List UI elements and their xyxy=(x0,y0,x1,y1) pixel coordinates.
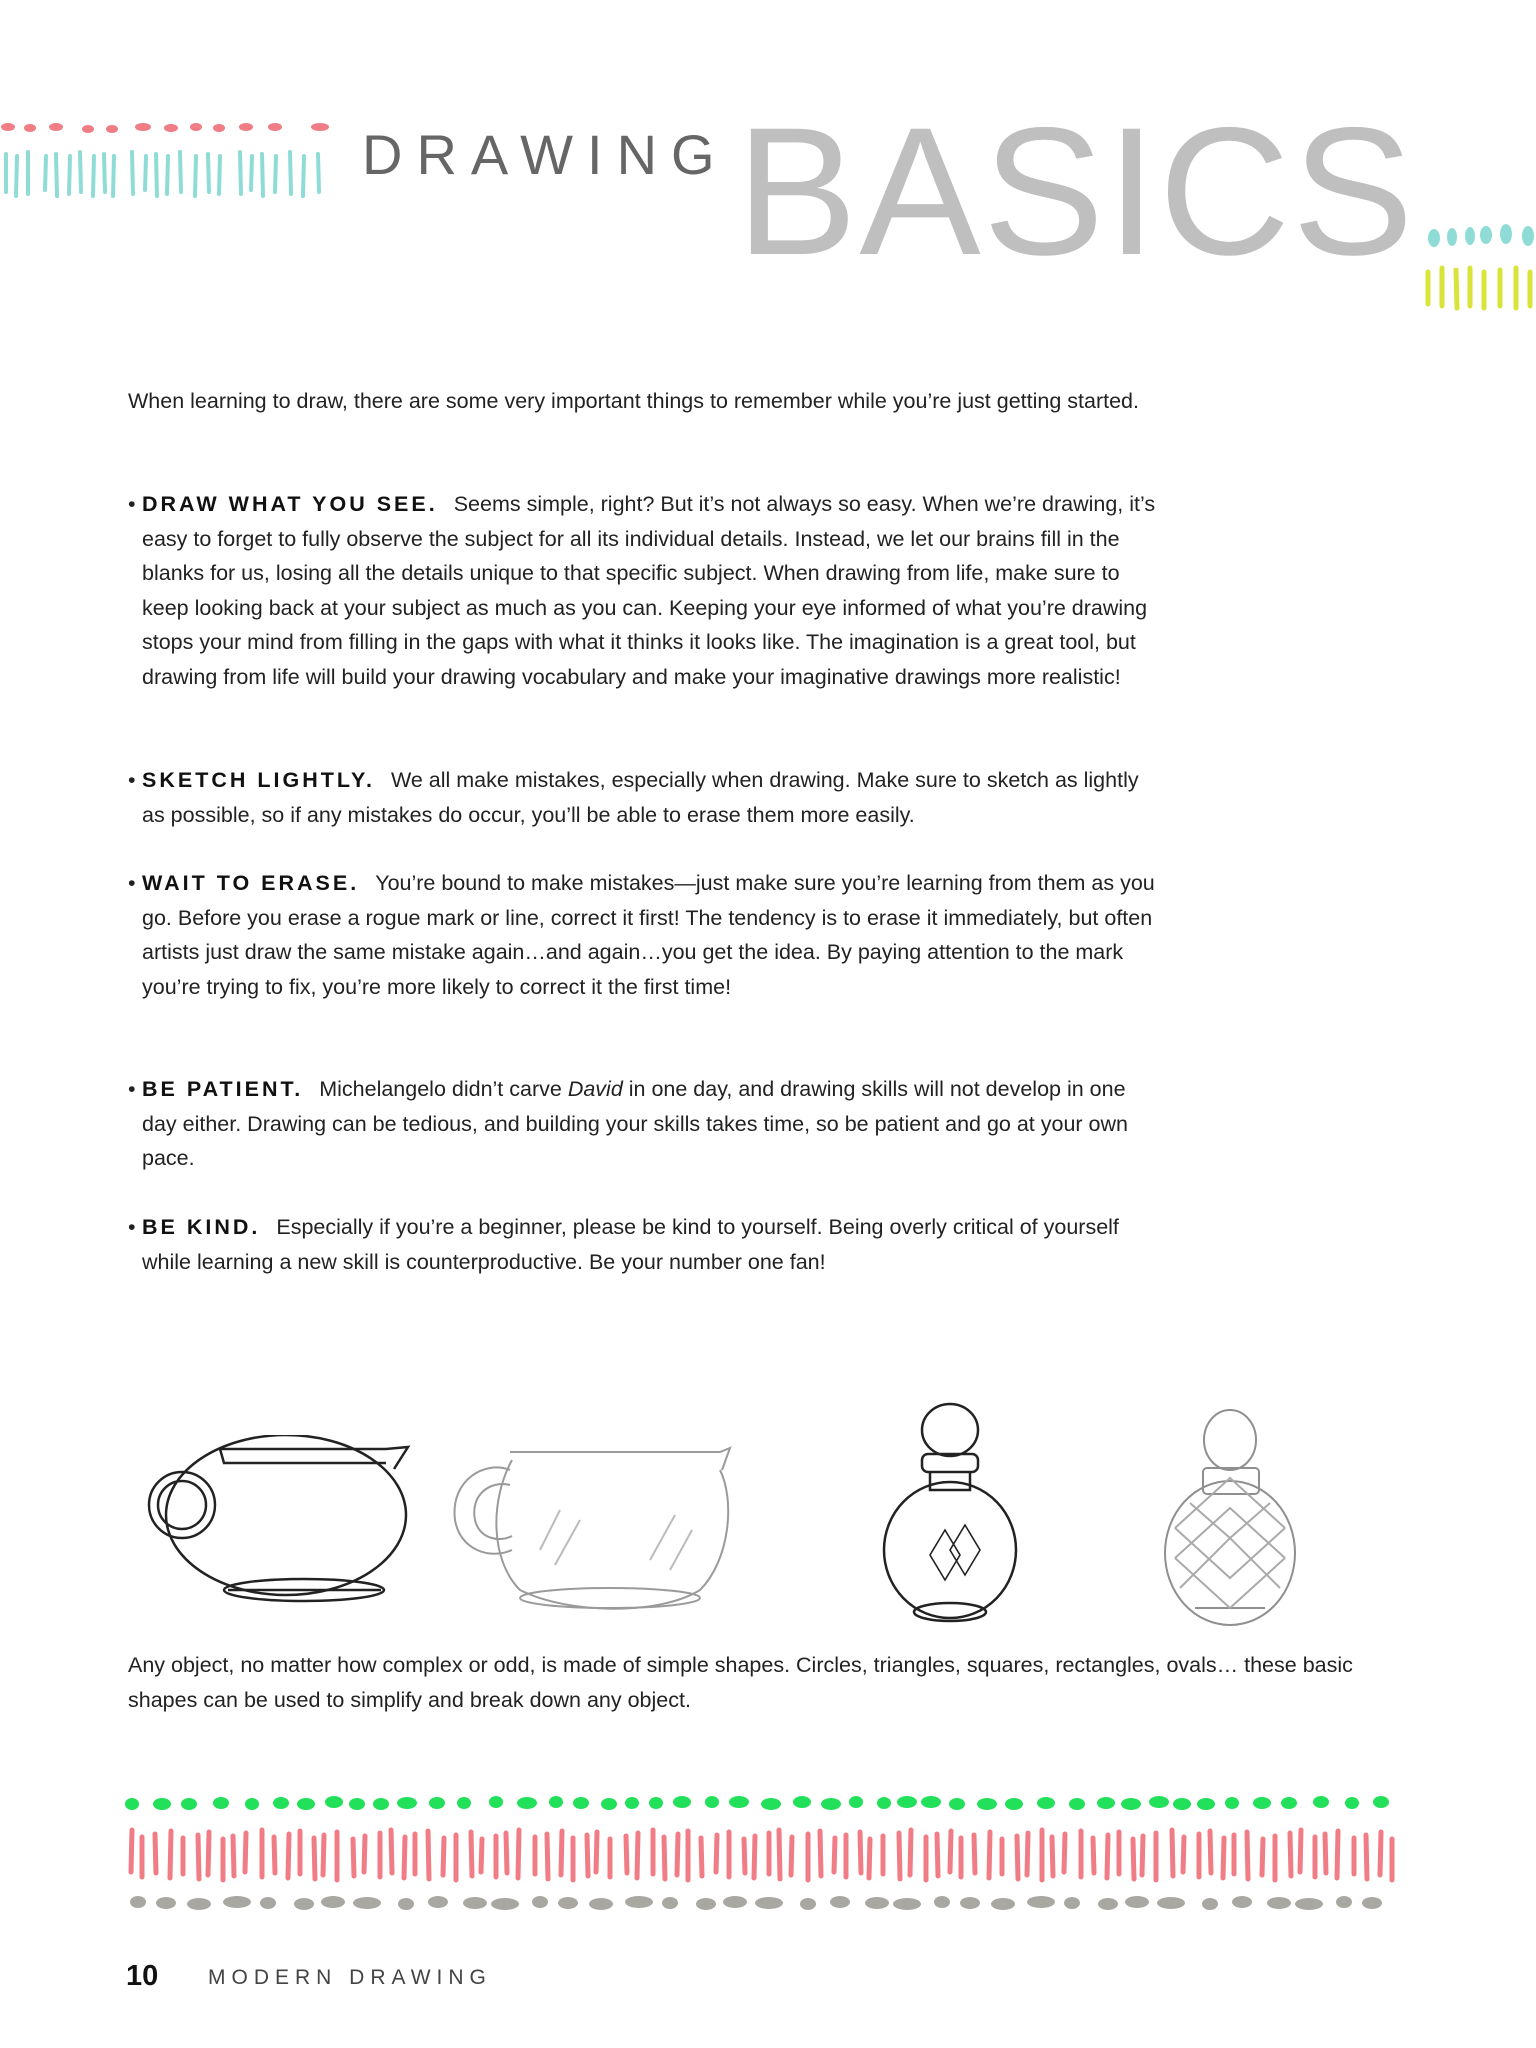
pink-stroke-row xyxy=(131,1830,1392,1880)
intro-paragraph: When learning to draw, there are some very important things to remember while you’re just getting started. xyxy=(128,389,1139,413)
top-left-decoration xyxy=(0,118,340,208)
teal-dot-row xyxy=(1428,224,1534,247)
yellow-stroke-row xyxy=(1428,268,1530,308)
bullet-icon: • xyxy=(128,1077,136,1101)
bullet-icon: • xyxy=(128,768,136,792)
title-drawing: DRAWING xyxy=(362,123,729,186)
tip-text: Seems simple, right? But it’s not always so easy. When we’re drawing, it’s easy to forget to fully observe the subject for all its individual details. Instead, we let our brains fill in the blanks for us, losing all the details unique to that specific subject. When drawing from life, make sure to keep looking back at your subject as much as you can. Keeping your eye informed of what you’re drawing stops your mind from filling in the gaps with what it thinks it looks like. The imagination is a great tool, but drawing from life will build your drawing vocabulary and make your imaginative drawings more realistic! xyxy=(142,492,1156,689)
tip-text-italic: David xyxy=(567,1077,623,1101)
pink-dash-row xyxy=(1,123,329,133)
tip-heading: DRAW WHAT YOU SEE. xyxy=(142,492,438,516)
top-right-decoration xyxy=(1420,222,1536,314)
gray-dot-row xyxy=(130,1896,1382,1910)
pitcher-finished-sketch xyxy=(430,1440,740,1615)
bullet-icon: • xyxy=(128,492,136,516)
bullet-icon: • xyxy=(128,1215,136,1239)
tip-wait-to-erase xyxy=(128,866,1158,1004)
book-title: MODERN DRAWING xyxy=(208,1966,492,1989)
pitcher-construction-sketch xyxy=(136,1435,416,1610)
tip-text: Michelangelo didn’t carve xyxy=(319,1077,568,1101)
tip-be-patient xyxy=(128,1072,1158,1176)
tip-be-kind xyxy=(128,1210,1158,1279)
tip-text: Especially if you’re a beginner, please be kind to yourself. Being overly critical of yourself while learning a new skill is counterproductive. Be your number one fan! xyxy=(142,1215,1119,1274)
teal-stroke-row xyxy=(6,152,319,196)
tip-draw-what-you-see xyxy=(128,487,1158,694)
page-number: 10 xyxy=(126,1960,159,1992)
tip-sketch-lightly xyxy=(128,763,1158,832)
tip-heading: WAIT TO ERASE. xyxy=(142,871,360,895)
title-basics: BASICS xyxy=(736,89,1416,293)
tip-text: in one day, and drawing skills will not develop in one day either. Drawing can be tedious, and building your skills takes time, so be patient and go at your own pace. xyxy=(142,1077,1128,1170)
bottle-construction-sketch xyxy=(870,1400,1040,1630)
bottom-decoration-band xyxy=(124,1786,1414,1916)
tip-heading: BE KIND. xyxy=(142,1215,261,1239)
bottle-finished-sketch xyxy=(1155,1408,1315,1633)
green-dot-row xyxy=(125,1796,1389,1810)
shapes-caption: Any object, no matter how complex or odd, is made of simple shapes. Circles, triangles, squares, rectangles, ovals… these basic shapes can be used to simplify and break down any object. xyxy=(128,1653,1353,1712)
bullet-icon: • xyxy=(128,871,136,895)
tip-text: You’re bound to make mistakes—just make sure you’re learning from them as you go. Before you erase a rogue mark or line, correct it first! The tendency is to erase it immediately, but often artists just draw the same mistake again…and again…you get the idea. By paying attention to the mark you’re trying to fix, you’re more likely to correct it the first time! xyxy=(142,871,1155,999)
tip-heading: SKETCH LIGHTLY. xyxy=(142,768,375,792)
tip-text: We all make mistakes, especially when drawing. Make sure to sketch as lightly as possible, so if any mistakes do occur, you’ll be able to erase them more easily. xyxy=(142,768,1139,827)
tip-heading: BE PATIENT. xyxy=(142,1077,304,1101)
